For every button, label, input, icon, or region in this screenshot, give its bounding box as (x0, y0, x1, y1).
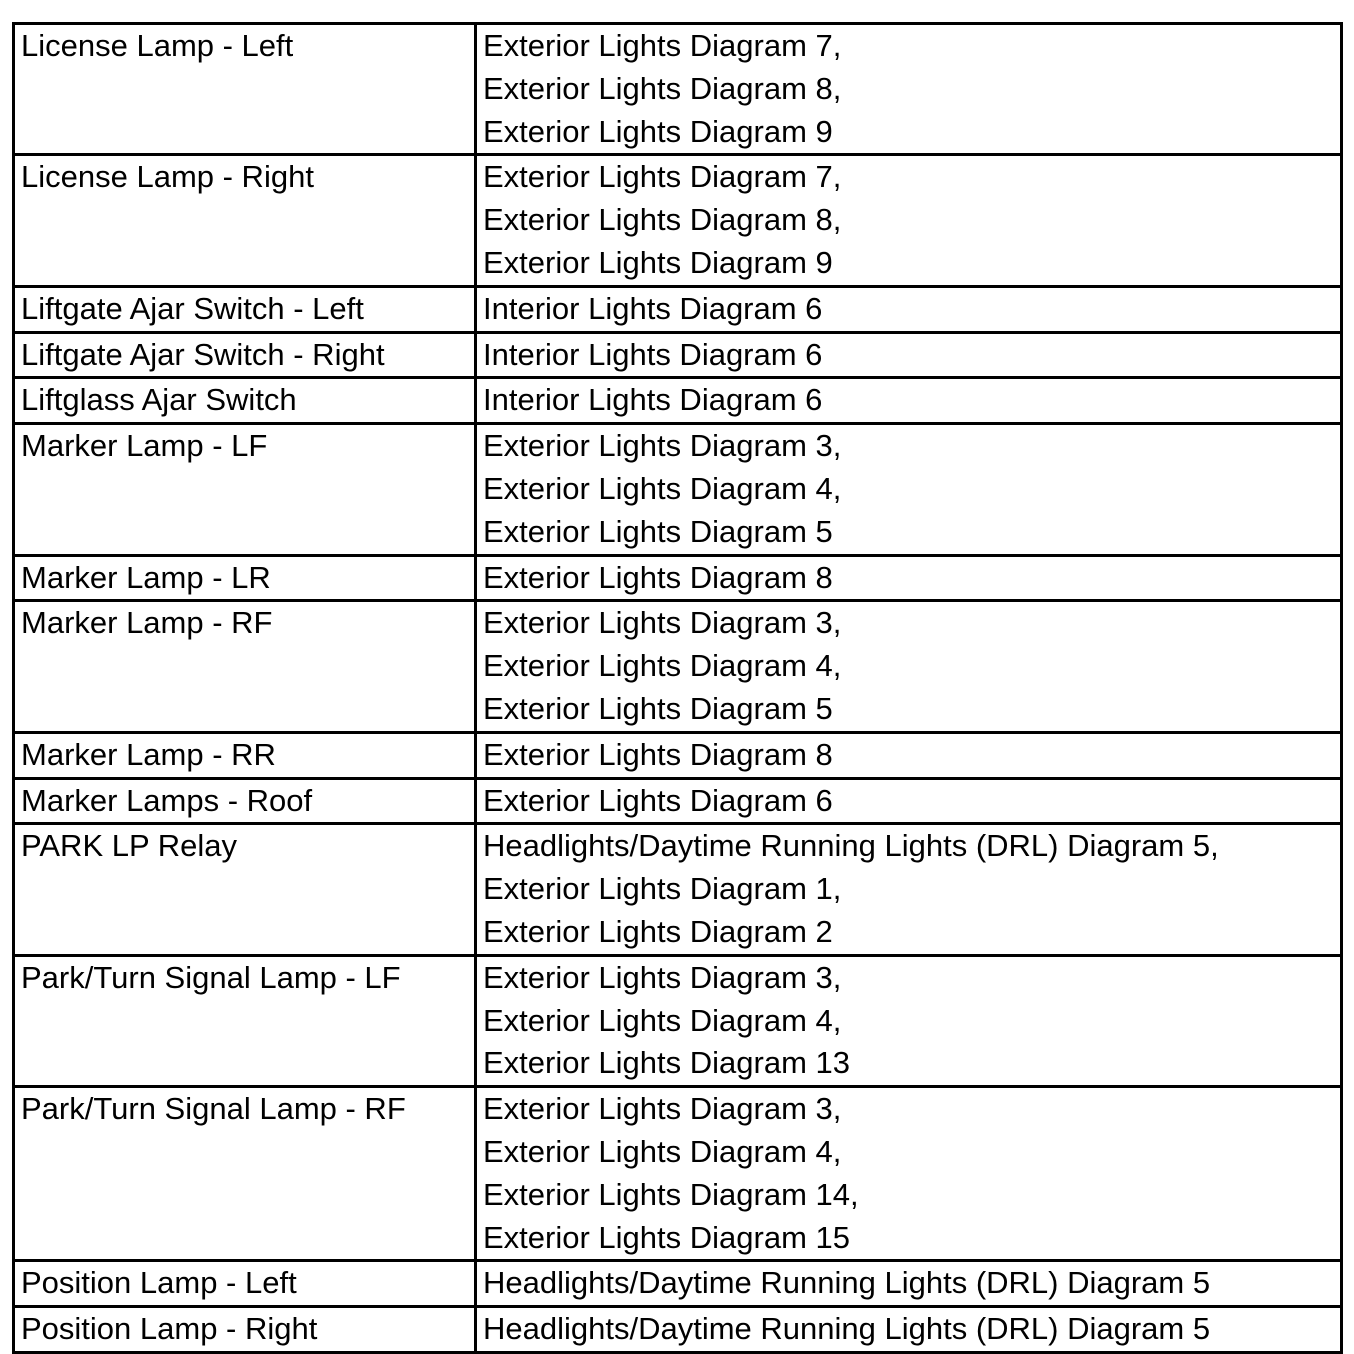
diagram-reference-cell (476, 155, 1342, 286)
diagram-reference-cell (476, 1307, 1342, 1353)
diagram-reference: Exterior Lights Diagram 9 (483, 113, 833, 149)
diagram-reference-cell (476, 378, 1342, 424)
diagram-reference: Exterior Lights Diagram 8 (483, 559, 833, 595)
diagram-reference: Exterior Lights Diagram 8, (483, 70, 842, 106)
diagram-reference-cell (476, 286, 1342, 332)
diagram-reference: Exterior Lights Diagram 8, (483, 202, 842, 238)
component-name-cell: Marker Lamp - LR (14, 555, 476, 601)
diagram-reference: Exterior Lights Diagram 8 (483, 736, 833, 772)
diagram-reference: Exterior Lights Diagram 13 (483, 1045, 850, 1081)
component-name-cell: Position Lamp - Left (14, 1261, 476, 1307)
diagram-reference-cell (476, 1261, 1342, 1307)
table-row (14, 378, 1342, 424)
diagram-reference: Exterior Lights Diagram 7, (483, 159, 842, 195)
component-name-cell: Liftgate Ajar Switch - Left (14, 286, 476, 332)
diagram-reference-cell (476, 778, 1342, 824)
diagram-reference-cell (476, 824, 1342, 955)
component-name-cell: Position Lamp - Right (14, 1307, 476, 1353)
diagram-reference: Exterior Lights Diagram 4, (483, 1002, 842, 1038)
table-row (14, 1087, 1342, 1261)
diagram-reference: Exterior Lights Diagram 1, (483, 871, 842, 907)
table-row (14, 24, 1342, 155)
diagram-reference-cell (476, 555, 1342, 601)
diagram-reference: Headlights/Daytime Running Lights (DRL) Diagram 5 (483, 1311, 1211, 1347)
component-name-cell: Liftglass Ajar Switch (14, 378, 476, 424)
table-row (14, 601, 1342, 732)
diagram-reference: Interior Lights Diagram 6 (483, 382, 823, 418)
diagram-reference: Exterior Lights Diagram 6 (483, 782, 833, 818)
diagram-reference: Exterior Lights Diagram 5 (483, 690, 833, 726)
diagram-reference: Exterior Lights Diagram 3, (483, 605, 842, 641)
diagram-reference-cell (476, 1087, 1342, 1261)
table-body (14, 24, 1342, 1353)
table-row (14, 332, 1342, 378)
diagram-reference: Exterior Lights Diagram 4, (483, 470, 842, 506)
table-row (14, 1307, 1342, 1353)
diagram-reference-cell (476, 424, 1342, 555)
diagram-reference: Interior Lights Diagram 6 (483, 290, 823, 326)
component-name-cell: Marker Lamp - RF (14, 601, 476, 732)
diagram-reference: Headlights/Daytime Running Lights (DRL) Diagram 5, (483, 828, 1219, 864)
component-name-cell: Park/Turn Signal Lamp - RF (14, 1087, 476, 1261)
table-row (14, 155, 1342, 286)
diagram-reference: Exterior Lights Diagram 3, (483, 959, 842, 995)
diagram-reference-cell (476, 332, 1342, 378)
component-name-cell: PARK LP Relay (14, 824, 476, 955)
diagram-reference: Exterior Lights Diagram 4, (483, 1133, 842, 1169)
table-row (14, 778, 1342, 824)
diagram-reference: Exterior Lights Diagram 3, (483, 1091, 842, 1127)
diagram-reference: Headlights/Daytime Running Lights (DRL) Diagram 5 (483, 1265, 1211, 1301)
diagram-reference: Exterior Lights Diagram 5 (483, 513, 833, 549)
table-row (14, 1261, 1342, 1307)
table-row (14, 824, 1342, 955)
diagram-reference: Exterior Lights Diagram 3, (483, 428, 842, 464)
component-name-cell: Marker Lamp - RR (14, 732, 476, 778)
component-name-cell: License Lamp - Right (14, 155, 476, 286)
diagram-reference: Interior Lights Diagram 6 (483, 336, 823, 372)
diagram-reference: Exterior Lights Diagram 4, (483, 648, 842, 684)
component-name-cell: License Lamp - Left (14, 24, 476, 155)
table-row (14, 955, 1342, 1086)
component-name-cell: Marker Lamp - LF (14, 424, 476, 555)
table-row (14, 732, 1342, 778)
table-row (14, 555, 1342, 601)
diagram-reference: Exterior Lights Diagram 2 (483, 913, 833, 949)
diagram-reference-cell (476, 732, 1342, 778)
component-name-cell: Park/Turn Signal Lamp - LF (14, 955, 476, 1086)
diagram-reference: Exterior Lights Diagram 9 (483, 244, 833, 280)
diagram-reference: Exterior Lights Diagram 15 (483, 1219, 850, 1255)
component-name-cell: Liftgate Ajar Switch - Right (14, 332, 476, 378)
diagram-reference-cell (476, 601, 1342, 732)
component-name-cell: Marker Lamps - Roof (14, 778, 476, 824)
diagram-reference-cell (476, 24, 1342, 155)
diagram-reference-cell (476, 955, 1342, 1086)
diagram-reference: Exterior Lights Diagram 14, (483, 1176, 859, 1212)
table-row (14, 424, 1342, 555)
table-row (14, 286, 1342, 332)
diagram-reference: Exterior Lights Diagram 7, (483, 28, 842, 63)
component-diagram-index-table (12, 22, 1343, 1354)
